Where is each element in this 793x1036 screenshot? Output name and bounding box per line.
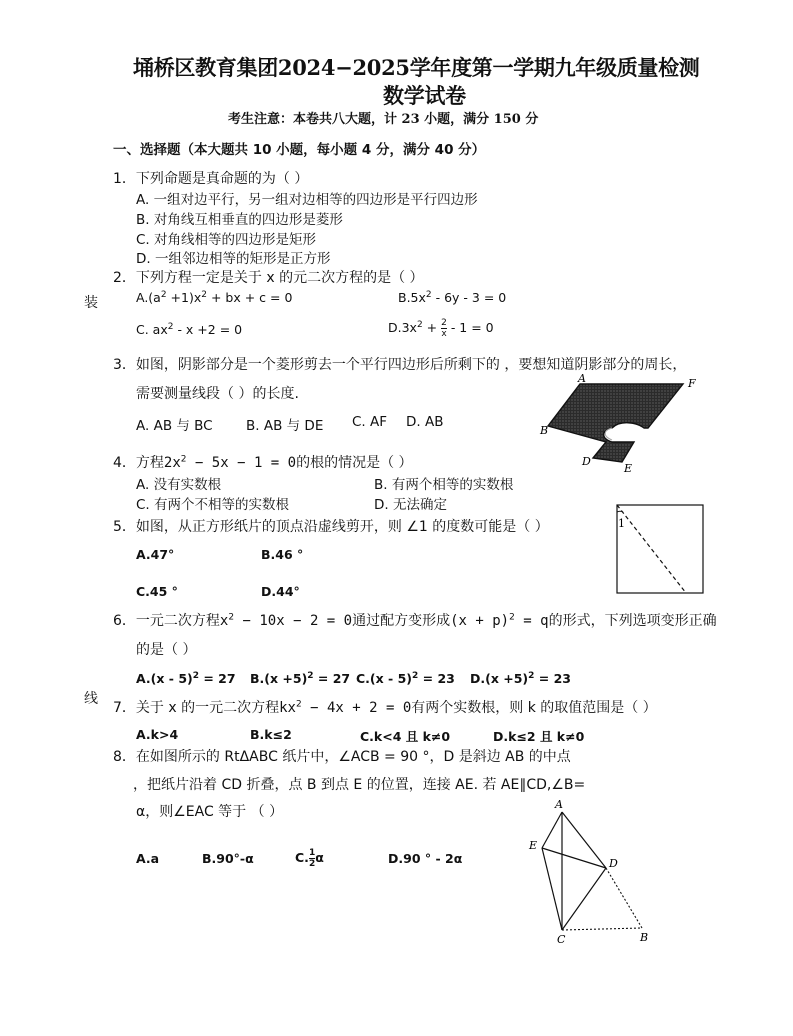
q6-option-b: $B.(x +5)^2 = 27$: [250, 671, 351, 687]
q4-option-c: C. 有两个不相等的实数根: [136, 497, 290, 513]
q5-option-c: C.45 °: [136, 584, 178, 599]
question-stem: 在如图所示的 RtΔABC 纸片中，∠ACB = 90 °，D 是斜边 AB 的中点: [135, 749, 571, 765]
q6-option-d: $D.(x +5)^2 = 23$: [470, 671, 571, 687]
question-7: 7．关于 x 的一元二次方程$kx^2 - 4x + 2 = 0$有两个实数根，则 k 的取值范围是（ ）: [113, 699, 657, 716]
question-2: [113, 267, 424, 287]
label-e: E: [529, 839, 538, 852]
side-mark-xian: 线: [84, 691, 98, 707]
fraction: $\frac{2}{x}$: [441, 318, 447, 339]
q5-option-b: B.46 °: [261, 547, 304, 562]
label-d: D: [609, 857, 618, 870]
question-3: [113, 354, 686, 374]
q8-option-c: C. $\frac{1}{2}$ α: [295, 848, 324, 869]
q4-option-a: A. 没有实数根: [136, 477, 222, 493]
q3-option-b: B. AB 与 DE: [246, 418, 324, 434]
q2-option-a: $A.(a^2 +1)x^2$ + bx + c = 0: [136, 290, 293, 306]
q3-option-a: A. AB 与 BC: [136, 418, 213, 434]
label-f: F: [688, 377, 696, 390]
question-8-line2: ，把纸片沿着 CD 折叠，点 B 到点 E 的位置，连接 AE. 若 AE∥CD,∠B=: [133, 777, 586, 793]
q1-option-c: C. 对角线相等的四边形是矩形: [136, 232, 317, 248]
question-6: 6．一元二次方程$x^2 - 10x - 2 = 0$通过配方变形成$(x + p)^2 = q$的形式，下列选项变形正确: [113, 612, 717, 629]
exam-title-line2: 数学试卷: [383, 83, 466, 108]
q4-option-b: B. 有两个相等的实数根: [374, 477, 514, 493]
question-stem: 下列方程一定是关于 x 的元二次方程的是（ ）: [135, 270, 424, 286]
question-number: 8．: [113, 749, 136, 765]
fraction: $\frac{1}{2}$: [308, 848, 316, 869]
label-d: D: [582, 455, 591, 468]
question-number: 1．: [113, 171, 136, 187]
q7-option-a: A.k>4: [136, 727, 179, 742]
question-4: 4．方程$2x^2 - 5x - 1 = 0$的根的情况是（ ）: [113, 454, 413, 471]
exam-notice: 考生注意：本卷共八大题，计 23 小题，满分 150 分: [228, 112, 539, 127]
q2-option-b: $B.5x^2 - 6y - 3 = 0$: [398, 290, 507, 306]
question-8-line3: α，则∠EAC 等于 （ ）: [136, 804, 284, 820]
label-a: A: [555, 798, 563, 811]
question-5: [113, 516, 549, 536]
angle-1-label: 1: [618, 517, 625, 530]
question-3-line2: 需要测量线段（ ）的长度.: [136, 386, 299, 402]
q7-option-b: B.k≤2: [250, 727, 292, 742]
q1-option-b: B. 对角线互相垂直的四边形是菱形: [136, 212, 343, 228]
q7-option-c: C.k<4 且 k≠0: [360, 729, 451, 744]
question-number: 3．: [113, 357, 136, 373]
label-a: A: [578, 372, 586, 385]
q6-option-c: C.(x - 5)$^2$ = 23: [356, 671, 455, 687]
q2-option-d: $D.3x^2$ + $\frac{2}{x}$ - 1 = 0: [388, 318, 494, 339]
q6-option-a: A.(x - 5)$^2$ = 27: [136, 671, 236, 687]
question-1: [113, 168, 308, 188]
q3-option-c: C. AF: [352, 414, 388, 430]
question-number: 4．: [113, 455, 136, 471]
q5-option-d: D.44°: [261, 584, 300, 599]
label-e: E: [624, 462, 633, 474]
label-b: B: [540, 424, 549, 437]
q3-shaded-rhombus-figure: [538, 372, 708, 474]
q4-option-d: D. 无法确定: [374, 497, 447, 513]
q8-folded-triangle-figure: [524, 796, 658, 946]
q8-option-a: A.a: [136, 851, 160, 866]
question-stem: 如图，阴影部分是一个菱形剪去一个平行四边形后所剩下的 ，要想知道阴影部分的周长，: [135, 357, 687, 373]
q1-option-a: A. 一组对边平行，另一组对边相等的四边形是平行四边形: [136, 192, 478, 208]
question-number: 5．: [113, 519, 136, 535]
question-stem: 如图，从正方形纸片的顶点沿虚线剪开，则 ∠1 的度数可能是（ ）: [135, 519, 549, 535]
question-number: 7．: [113, 700, 136, 716]
side-mark-zhuang: 装: [84, 295, 98, 311]
q1-option-d: D. 一组邻边相等的矩形是正方形: [136, 251, 331, 267]
q3-option-d: D. AB: [406, 414, 444, 430]
exam-title-line1: 埇桥区教育集团2024−2025学年度第一学期九年级质量检测: [133, 55, 700, 80]
q7-option-d: D.k≤2 且 k≠0: [493, 729, 585, 744]
q8-option-b: B.90°-α: [202, 851, 254, 866]
question-8: [113, 746, 571, 766]
q5-option-a: A.47°: [136, 547, 175, 562]
q8-option-d: D.90 ° - 2α: [388, 851, 463, 866]
question-6-line2: 的是（ ）: [136, 642, 197, 658]
question-stem: 下列命题是真命题的为（ ）: [135, 171, 309, 187]
q2-option-c: C. $ax^2 - x +2 = 0$: [136, 322, 243, 338]
question-number: 2．: [113, 270, 136, 286]
section-heading: 一、选择题（本大题共 10 小题，每小题 4 分，满分 40 分）: [113, 142, 486, 158]
label-c: C: [557, 933, 566, 946]
label-b: B: [640, 931, 649, 944]
q5-square-paper-figure: [612, 500, 708, 598]
question-number: 6．: [113, 613, 136, 629]
